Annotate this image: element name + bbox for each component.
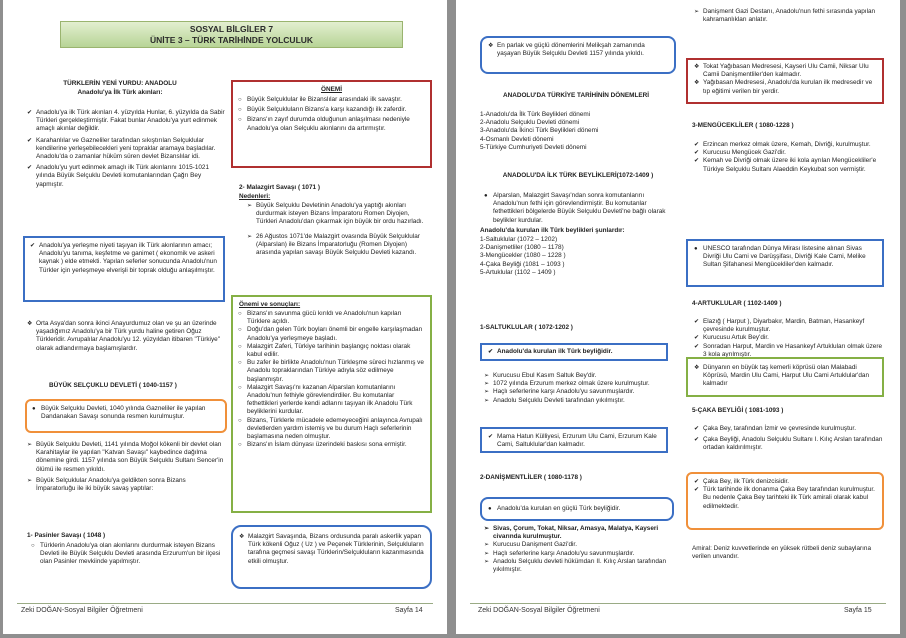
list-item: ➢ 1072 yılında Erzurum merkez olmak üzere kurulmuştur. <box>484 380 650 388</box>
list-item: ● Anadolu'da kurulan en güçlü Türk beyliğidir. <box>488 505 621 512</box>
list-item: 4-Çaka Beyliği (1081 – 1093 ) <box>480 260 565 268</box>
donemler-list <box>480 111 678 152</box>
page-15 <box>456 0 900 634</box>
info-box-saltuk <box>480 343 668 361</box>
list-item: ✔ Kurucusu Mengücek Gazi'dir. <box>694 149 786 157</box>
info-box-blue <box>23 236 225 302</box>
checkmark-icon: ✔ <box>30 243 36 249</box>
circle-bullet-icon: ● <box>32 406 36 412</box>
list-item: ✔ Türk tarihinde ilk donanma Çaka Bey tarafından kurulmuştur. Bu nedenle Çaka Bey tarihteki ilk Türk amirali olarak kabul edilmektedir. <box>694 486 875 510</box>
checkmark-icon: ✔ <box>694 479 700 485</box>
list-item: 1-Anadolu'da İlk Türk Beylikleri dönemi <box>480 111 591 118</box>
arrow-bullet-icon: ➢ <box>484 526 490 532</box>
malazgirt-heading: 2- Malazgirt Savaşı ( 1071 ) <box>239 184 320 191</box>
list-item: ✔ Anadolu'da kurulan ilk Türk beyliğidir. <box>488 348 613 355</box>
circle-bullet-icon: ○ <box>238 117 242 124</box>
list-item: ✔ Çaka Bey, ilk Türk denizcisidir. <box>694 478 790 485</box>
list-item: ● Büyük Selçuklu Devleti, 1040 yılında Gazneliler ile yapılan Dandanakan Savaşı sonunda resmen kurulmuştur. <box>32 405 206 421</box>
list-item: ○ Büyük Selçukluların Bizans'a karşı kazandığı ilk zaferdir. <box>238 106 407 114</box>
info-box-top <box>480 36 676 74</box>
list-item: 2-Anadolu Selçuklu Devleti dönemi <box>480 119 580 127</box>
list-item: ● UNESCO tarafından Dünya Mirası listesine alınan Sivas Divriği Ulu Cami ve Darüşşifası, Divriği Kale Cami, Melike Sultan Şifahanesi Mengücekliler'den kalmadır. <box>694 245 866 269</box>
circle-bullet-icon: ○ <box>238 97 242 103</box>
list-item: ○ Malazgirt Zaferi, Türkiye tarihinin başlangıç noktası olarak kabul edilir. <box>238 342 411 359</box>
list-item: ❖ Dünyanın en büyük taş kemerli köprüsü olan Malabadi Köprüsü, Mardin Ulu Cami, Harput Ulu Cami Artuklular'dan kalmadır <box>694 364 870 388</box>
orta-asya-list <box>27 320 225 353</box>
circle-bullet-icon: ○ <box>238 311 242 317</box>
onemi-title: ÖNEMİ <box>321 86 342 93</box>
list-item: ❖ En parlak ve güçlü dönemlerini Melikşah zamanında yaşayan Büyük Selçuklu Devleti 1157 yılında yıkıldı. <box>488 42 645 58</box>
info-box-unesco <box>686 239 884 287</box>
list-item: ➢ Haçlı seferlerine karşı Anadolu'yu savunmuşlardır. <box>484 549 635 557</box>
circle-bullet-icon: ○ <box>31 543 35 549</box>
circle-bullet-icon: ● <box>694 246 698 252</box>
list-item: ○ Malazgirt Savaşı'nı kazanan Alparslan komutanlarını Anadolu'nun fethiyle görevlendirdiler. Bu komutanlar fethettikleri yerlerde kendi adlarını taşıyan ilk Anadolu Türk beyliklerini kurdular. <box>238 383 413 416</box>
section-heading: ANADOLU'DA TÜRKİYE TARİHİNİN DÖNEMLERİ <box>502 92 649 99</box>
info-box-mama <box>480 427 668 453</box>
list-item: ➢ Anadolu Selçuklu devleti hükümdarı II. Kılıç Arslan tarafından yıkılmıştır. <box>484 557 666 574</box>
pasinler-list <box>31 542 223 567</box>
list-item: ○ Bizans'ın zayıf durumda olduğunun anlaşılması nedeniyle Anadolu'ya olan Selçuklu akınlarını da artırmıştır. <box>238 116 410 132</box>
list-item: ✔ Anadolu'yu yurt edinmek amaçlı ilk Türk akınlarını 1015-1021 yılında Büyük Selçuklu Devleti komutanlarından Çağrı Bey yapmıştır. <box>27 164 210 188</box>
checkmark-icon: ✔ <box>694 319 700 325</box>
list-item: ○ Bizans'ın İslam dünyası üzerindeki baskısı sona ermiştir. <box>238 441 407 449</box>
checkmark-icon: ✔ <box>694 142 700 148</box>
footer-page-number: Sayfa 14 <box>395 607 423 614</box>
arrow-bullet-icon: ➢ <box>484 373 490 379</box>
pasinler-heading: 1- Pasinler Savaşı ( 1048 ) <box>27 532 106 539</box>
list-item: ➢ 26 Ağustos 1071'de Malazgirt ovasında Büyük Selçuklular (Alparslan) ile Bizans İmparatorluğu (Romen Diyojen) arasında yapılan savaşı Büyük Selçuklu Devleti kazandı. <box>247 232 420 257</box>
saltuk-list <box>484 372 678 405</box>
meng-list <box>694 141 884 174</box>
circle-bullet-icon: ● <box>484 193 488 199</box>
checkmark-icon: ✔ <box>694 335 700 342</box>
list-item: ➢ Kurucusu Ebul Kasım Saltuk Bey'dir. <box>484 372 597 379</box>
list-item: ❖ Malazgirt Savaşında, Bizans ordusunda paralı askerlik yapan Türk kökenli Oğuz ( Uz ) ve Peçenek Türklerinin, Selçukluların tarafına geçmesi savaşı Türklerin/Selçukluların kazanmasında etkili olmuştur. <box>239 533 424 565</box>
info-box-danis <box>480 497 674 521</box>
checkmark-icon: ✔ <box>694 437 700 444</box>
subsection-heading: Anadolu'ya İlk Türk akınları: <box>77 89 163 96</box>
diamond-bullet-icon: ❖ <box>694 80 700 87</box>
title-banner <box>60 21 403 48</box>
footer-author: Zeki DOĞAN-Sosyal Bilgiler Öğretmeni <box>21 607 143 614</box>
list-item: ○ Bu zafer ile birlikte Anadolu'nun Türkleşme süreci hızlanmış ve Anadolu topraklarından Türkiye adıyla söz edilmeye başlanmıştır. <box>238 359 424 383</box>
list-item: ● Alparslan, Malazgirt Savaşı'ndan sonra komutanlarını Anadolu'nun fethi için görevlendirmiştir. Bu komutanlar fethettikleri bölgelerde Büyük Selçuklu Devleti'ne bağlı olarak beylikler kurdular. <box>484 192 666 224</box>
section-heading: ANADOLU'DA İLK TÜRK BEYLİKLERİ(1072-1409 ) <box>502 172 654 179</box>
list-item: ❖ Yağıbasan Medresesi, Anadolu'da kurulan ilk medresedir ve tıp eğitimi verilen bir yerdir. <box>694 79 873 95</box>
circle-bullet-icon: ● <box>488 506 492 512</box>
kurulan-list <box>480 236 678 277</box>
arrow-bullet-icon: ➢ <box>484 542 490 549</box>
list-item: ❖ Tokat Yağıbasan Medresesi, Kayseri Ulu Camii, Niksar Ulu Camii Danişmentliler'den kalmadır. <box>694 63 869 79</box>
checkmark-icon: ✔ <box>694 150 700 157</box>
list-item: ✔ Karahanlılar ve Gazneliler tarafından sıkıştırılan Selçuklular kendilerine yerleşebilecekleri yeni topraklar aramaya başladılar. Anadolu'da o zamanlar hüküm süren devlet Bizanslılar idi. <box>27 136 216 161</box>
checkmark-icon: ✔ <box>27 137 33 144</box>
circle-bullet-icon: ○ <box>238 417 242 424</box>
arrow-bullet-icon: ➢ <box>27 477 33 484</box>
section-heading: BÜYÜK SELÇUKLU DEVLETİ ( 1040-1157 ) <box>49 382 177 389</box>
section-heading: TÜRKLERİN YENİ YURDU: ANADOLU <box>63 80 177 87</box>
checkmark-icon: ✔ <box>694 158 700 165</box>
diamond-bullet-icon: ❖ <box>27 321 33 327</box>
list-item: ❖ Orta Asya'dan sonra ikinci Anayurdumuz olan ve şu an üzerinde yaşadığımız Anadolu'ya bir Türk yurdu haline getiren Oğuz Türkleridir. Avrupalılar Anadolu'yu 12. yüzyıldan itibaren "Türkiye" olarak adlandırmaya başlamışlardır. <box>27 320 220 352</box>
sonuc-title: Önemi ve sonuçları: <box>239 301 301 308</box>
title-line-2: ÜNİTE 3 – TÜRK TARİHİNDE YOLCULUK <box>149 35 314 45</box>
danis-destan-list <box>694 8 884 24</box>
arrow-bullet-icon: ➢ <box>484 558 490 565</box>
footer-rule <box>17 603 433 604</box>
list-item: ✔ Elazığ ( Harput ), Diyarbakır, Mardin, Batman, Hasankeyf çevresinde kurulmuştur. <box>694 318 865 334</box>
circle-bullet-icon: ○ <box>238 343 242 350</box>
list-item: ✔ Anadolu'ya ilk Türk akınları 4. yüzyılda Hunlar, 6. yüzyılda da Sabir Türkleri gerçekleştirmiştir. Fakat bunlar Anadolu'ya yurt edinmek amaçlı akınlar değildir. <box>27 109 225 133</box>
list-item: ➢ Sivas, Çorum, Tokat, Niksar, Amasya, Malatya, Kayseri civarında kurulmuştur. <box>484 525 659 541</box>
info-box-kopru <box>686 357 884 397</box>
arrow-bullet-icon: ➢ <box>484 389 490 396</box>
list-item: ✔ Çaka Beyliği, Anadolu Selçuklu Sultanı I. Kılıç Arslan tarafından ortadan kaldırılmıştır. <box>694 436 883 452</box>
arrow-bullet-icon: ➢ <box>247 233 253 240</box>
danis-list <box>484 525 678 574</box>
checkmark-icon: ✔ <box>694 487 700 494</box>
checkmark-icon: ✔ <box>694 426 700 432</box>
circle-bullet-icon: ○ <box>238 107 242 114</box>
circle-bullet-icon: ○ <box>238 442 242 449</box>
sonuc-box <box>231 295 432 513</box>
list-item: ✔ Kurucusu Artuk Bey'dir. <box>694 334 769 342</box>
list-item: ✔ Çaka Bey, tarafından İzmir ve çevresinde kurulmuştur. <box>694 425 856 432</box>
arrow-bullet-icon: ➢ <box>484 550 490 557</box>
artuk-list <box>694 318 884 359</box>
arrow-bullet-icon: ➢ <box>484 397 490 404</box>
list-item: ➢ Büyük Selçuklu Devleti, 1141 yılında Moğol kökenli bir devlet olan Karahitaylar ile yapılan "Katvan Savaşı" kaybedince dağılma dönemine girdi. 1157 yılında son Büyük Selçuklu Sultanı Sencer'in ölümü ile resmen yıkıldı. <box>27 441 224 473</box>
list-item: 5-Türkiye Cumhuriyeti Devleti dönemi <box>480 143 587 151</box>
list-item: ➢ Danişment Gazi Destanı, Anadolu'nun fethi sırasında yapılan kahramanlıkları anlatır. <box>694 8 876 24</box>
circle-bullet-icon: ○ <box>238 360 242 367</box>
list-item: ○ Bizans, Türklerle mücadele edemeyeceğini anlayınca Avrupalı devletlerden yardım istemiş ve bu durum Haçlı seferlerinin başlamasına neden olmuştur. <box>238 416 423 441</box>
list-item: ○ Doğu'dan gelen Türk boyları önemli bir engelle karşılaşmadan Anadolu'ya yerleşmeye başladı. <box>238 326 423 342</box>
amiral-note: Amiral: Deniz kuvvetlerinde en yüksek rütbeli deniz subaylarına verilen unvandır. <box>692 545 872 561</box>
page-14 <box>3 0 447 634</box>
diamond-bullet-icon: ❖ <box>239 534 245 540</box>
caka-list <box>694 425 884 453</box>
nedenleri-label: Nedenleri: <box>239 193 271 200</box>
footer-page-number: Sayfa 15 <box>844 607 872 614</box>
arrow-bullet-icon: ➢ <box>694 9 700 15</box>
list-item: ✔ Anadolu'ya yerleşme niyeti taşıyan ilk Türk akınlarının amacı; Anadolu'yu tanıma, keşfetme ve ganimet ( ekonomik ve askeri kaynak ) elde etmekti. Yapılan seferler sonucunda Anadolu'nun Türkler için yerleşmeye elverişli bir toprak olduğu anlaşılmıştır. <box>30 242 217 274</box>
intro-list <box>27 109 225 189</box>
info-box-blue-bottom <box>231 525 432 589</box>
info-box-tokat <box>686 58 884 104</box>
list-item: 2-Danişmetliler (1080 – 1178) <box>480 244 564 252</box>
list-item: ➢ Anadolu Selçuklu Devleti tarafından yıkılmıştır. <box>484 396 625 404</box>
list-item: ○ Bizans'ın savunma gücü kırıldı ve Anadolu'nun kapıları Türklere açıldı. <box>238 310 402 326</box>
checkmark-icon: ✔ <box>27 165 33 172</box>
diamond-bullet-icon: ❖ <box>694 365 700 371</box>
list-item: 1-Saltuklular (1072 – 1202) <box>480 236 558 243</box>
list-item: ➢ Büyük Selçuklular Anadolu'ya geldikten sonra Bizans İmparatorluğu ile iki büyük savaş yaptılar: <box>27 476 186 493</box>
onemi-box <box>231 80 432 168</box>
caka-heading: 5-ÇAKA BEYLİĞİ ( 1081-1093 ) <box>692 407 784 414</box>
checkmark-icon: ✔ <box>488 349 494 355</box>
footer-rule <box>470 603 886 604</box>
checkmark-icon: ✔ <box>488 434 494 440</box>
diamond-bullet-icon: ❖ <box>488 43 494 49</box>
list-item: ➢ Kurucusu Danişment Gazi'dir. <box>484 541 577 549</box>
list-item: ○ Türklerin Anadolu'ya olan akınlarını durdurmak isteyen Bizans Devleti ile Büyük Selçuklu Devleti arasında Erzurum'un bir ilçesi olan Pasinler mevkiinde yapılmıştır. <box>31 542 221 566</box>
list-item: ✔ Sonradan Harput, Mardin ve Hasankeyf Artukluları olmak üzere 3 kola ayrılmıştır. <box>694 342 883 358</box>
list-item: 4-Osmanlı Devleti dönemi <box>480 135 554 143</box>
diamond-bullet-icon: ❖ <box>694 64 700 70</box>
info-box-caka <box>686 472 884 530</box>
arrow-bullet-icon: ➢ <box>247 203 253 209</box>
info-box-orange <box>25 399 227 433</box>
nedenleri-list <box>247 202 431 257</box>
list-item: ✔ Kemah ve Divriği olmak üzere iki kola ayrılan Mengücekliler'e Türkiye Selçuklu Sultanı Alaeddin Keykubat son vermiştir. <box>694 157 877 173</box>
list-item: 3-Anadolu'da İkinci Türk Beylikleri dönemi <box>480 127 599 135</box>
checkmark-icon: ✔ <box>27 110 33 116</box>
beylik-list <box>484 192 678 225</box>
footer-author: Zeki DOĞAN-Sosyal Bilgiler Öğretmeni <box>478 607 600 614</box>
circle-bullet-icon: ○ <box>238 327 242 334</box>
arrow-bullet-icon: ➢ <box>484 381 490 388</box>
list-item: ➢ Büyük Selçuklu Devletinin Anadolu'ya yaptığı akınları durdurmak isteyen Bizans İmparatoru Romen Diyojen, Türkleri Anadolu'dan çıkarmak için büyük bir ordu hazırladı. <box>247 202 424 226</box>
list-item: ✔ Mama Hatun Külliyesi, Erzurum Ulu Cami, Erzurum Kale Cami, Saltuklular'dan kalmadır. <box>488 433 657 449</box>
list-item: ✔ Erzincan merkez olmak üzere, Kemah, Divriği, kurulmuştur. <box>694 141 871 148</box>
artuk-heading: 4-ARTUKLULAR ( 1102-1409 ) <box>692 300 782 307</box>
arrow-bullet-icon: ➢ <box>27 442 33 448</box>
circle-bullet-icon: ○ <box>238 384 242 391</box>
list-item: 3-Mengücekler (1080 – 1228 ) <box>480 252 566 260</box>
bsd-list <box>27 441 225 493</box>
danis-heading: 2-DANİŞMENTLİLER ( 1080-1178 ) <box>480 474 582 481</box>
page-gap <box>447 0 456 638</box>
meng-heading: 3-MENGÜCEKLİLER ( 1080-1228 ) <box>692 122 794 129</box>
list-item: ➢ Haçlı seferlerine karşı Anadolu'yu savunmuşlardır. <box>484 388 635 396</box>
list-item: 5-Artuklular (1102 – 1409 ) <box>480 268 556 276</box>
checkmark-icon: ✔ <box>694 343 700 350</box>
kurulan-heading: Anadolu'da kurulan ilk Türk beylikleri şunlardır: <box>480 227 625 234</box>
title-line-1: SOSYAL BİLGİLER 7 <box>189 24 274 34</box>
list-item: ○ Büyük Selçuklular ile Bizanslılar arasındaki ilk savaştır. <box>238 96 402 103</box>
saltuk-heading: 1-SALTUKLULAR ( 1072-1202 ) <box>480 324 573 331</box>
